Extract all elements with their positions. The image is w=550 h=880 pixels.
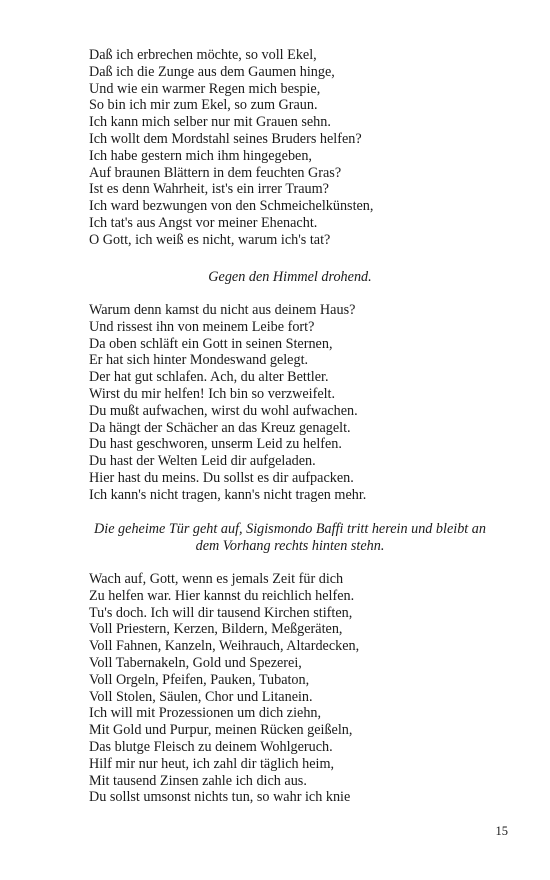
verse-line: Ich wollt dem Mordstahl seines Bruders helfen? (89, 130, 362, 147)
verse-line: Voll Fahnen, Kanzeln, Weihrauch, Altardecken, (89, 638, 360, 655)
verse-line: Voll Priestern, Kerzen, Bildern, Meßgeräten, (89, 621, 343, 638)
verse-line: Und rissest ihn von meinem Leibe fort? (89, 318, 315, 335)
verse-line: Du mußt aufwachen, wirst du wohl aufwachen. (89, 402, 358, 419)
verse-line: Ich tat's aus Angst vor meiner Ehenacht. (89, 214, 318, 231)
verse-stanza-3 (89, 571, 519, 806)
verse-stanza-2 (89, 302, 519, 504)
stage-direction-line: dem Vorhang rechts hinten stehn. (195, 538, 385, 554)
verse-line: Und wie ein warmer Regen mich bespie, (89, 80, 321, 97)
verse-line: Ich ward bezwungen von den Schmeichelkünsten, (89, 198, 374, 215)
verse-line: Voll Orgeln, Pfeifen, Pauken, Tubaton, (89, 671, 310, 688)
verse-line: Voll Stolen, Säulen, Chor und Litanein. (89, 688, 313, 705)
verse-stanza-1 (89, 47, 519, 249)
verse-line: Ich kann mich selber nur mit Grauen sehn. (89, 114, 331, 131)
verse-line: Du hast der Welten Leid dir aufgeladen. (89, 453, 316, 470)
verse-line: Auf braunen Blättern in dem feuchten Gras? (89, 164, 342, 181)
verse-line: Voll Tabernakeln, Gold und Spezerei, (89, 654, 302, 671)
verse-line: Warum denn kamst du nicht aus deinem Haus? (89, 302, 356, 318)
verse-line: Er hat sich hinter Mondeswand gelegt. (89, 352, 309, 369)
stage-direction-line: Gegen den Himmel drohend. (208, 269, 372, 285)
verse-line: Ich habe gestern mich ihm hingegeben, (89, 147, 312, 164)
stage-direction-line: Die geheime Tür geht auf, Sigismondo Baffi tritt herein und bleibt an (94, 521, 486, 537)
verse-line: O Gott, ich weiß es nicht, warum ich's tat? (89, 231, 331, 248)
verse-line: Mit tausend Zinsen zahle ich dich aus. (89, 772, 307, 789)
verse-line: Daß ich die Zunge aus dem Gaumen hinge, (89, 63, 335, 80)
verse-line: Daß ich erbrechen möchte, so voll Ekel, (89, 47, 317, 63)
page-number: 15 (495, 824, 508, 838)
verse-line: Du hast geschworen, unserm Leid zu helfen. (89, 436, 342, 453)
verse-line: Ich kann's nicht tragen, kann's nicht tragen mehr. (89, 486, 367, 503)
stage-direction-1 (0, 269, 550, 286)
verse-line: Tu's doch. Ich will dir tausend Kirchen stiften, (89, 604, 353, 621)
verse-line: Du sollst umsonst nichts tun, so wahr ich knie (89, 789, 351, 806)
verse-line: Zu helfen war. Hier kannst du reichlich helfen. (89, 587, 355, 604)
verse-line: Das blutge Fleisch zu deinem Wohlgeruch. (89, 738, 333, 755)
verse-line: Wach auf, Gott, wenn es jemals Zeit für dich (89, 571, 344, 587)
verse-line: Ist es denn Wahrheit, ist's ein irrer Traum? (89, 181, 329, 198)
verse-line: So bin ich mir zum Ekel, so zum Graun. (89, 97, 318, 114)
verse-line: Ich will mit Prozessionen um dich ziehn, (89, 705, 322, 722)
verse-line: Hilf mir nur heut, ich zahl dir täglich heim, (89, 755, 335, 772)
verse-line: Mit Gold und Purpur, meinen Rücken geißeln, (89, 722, 353, 739)
verse-line: Der hat gut schlafen. Ach, du alter Bettler. (89, 369, 329, 386)
stage-direction-2 (72, 521, 508, 555)
verse-line: Da hängt der Schächer an das Kreuz genagelt. (89, 419, 351, 436)
verse-line: Da oben schläft ein Gott in seinen Sternen, (89, 335, 333, 352)
verse-line: Hier hast du meins. Du sollst es dir aufpacken. (89, 469, 354, 486)
verse-line: Wirst du mir helfen! Ich bin so verzweifelt. (89, 385, 336, 402)
